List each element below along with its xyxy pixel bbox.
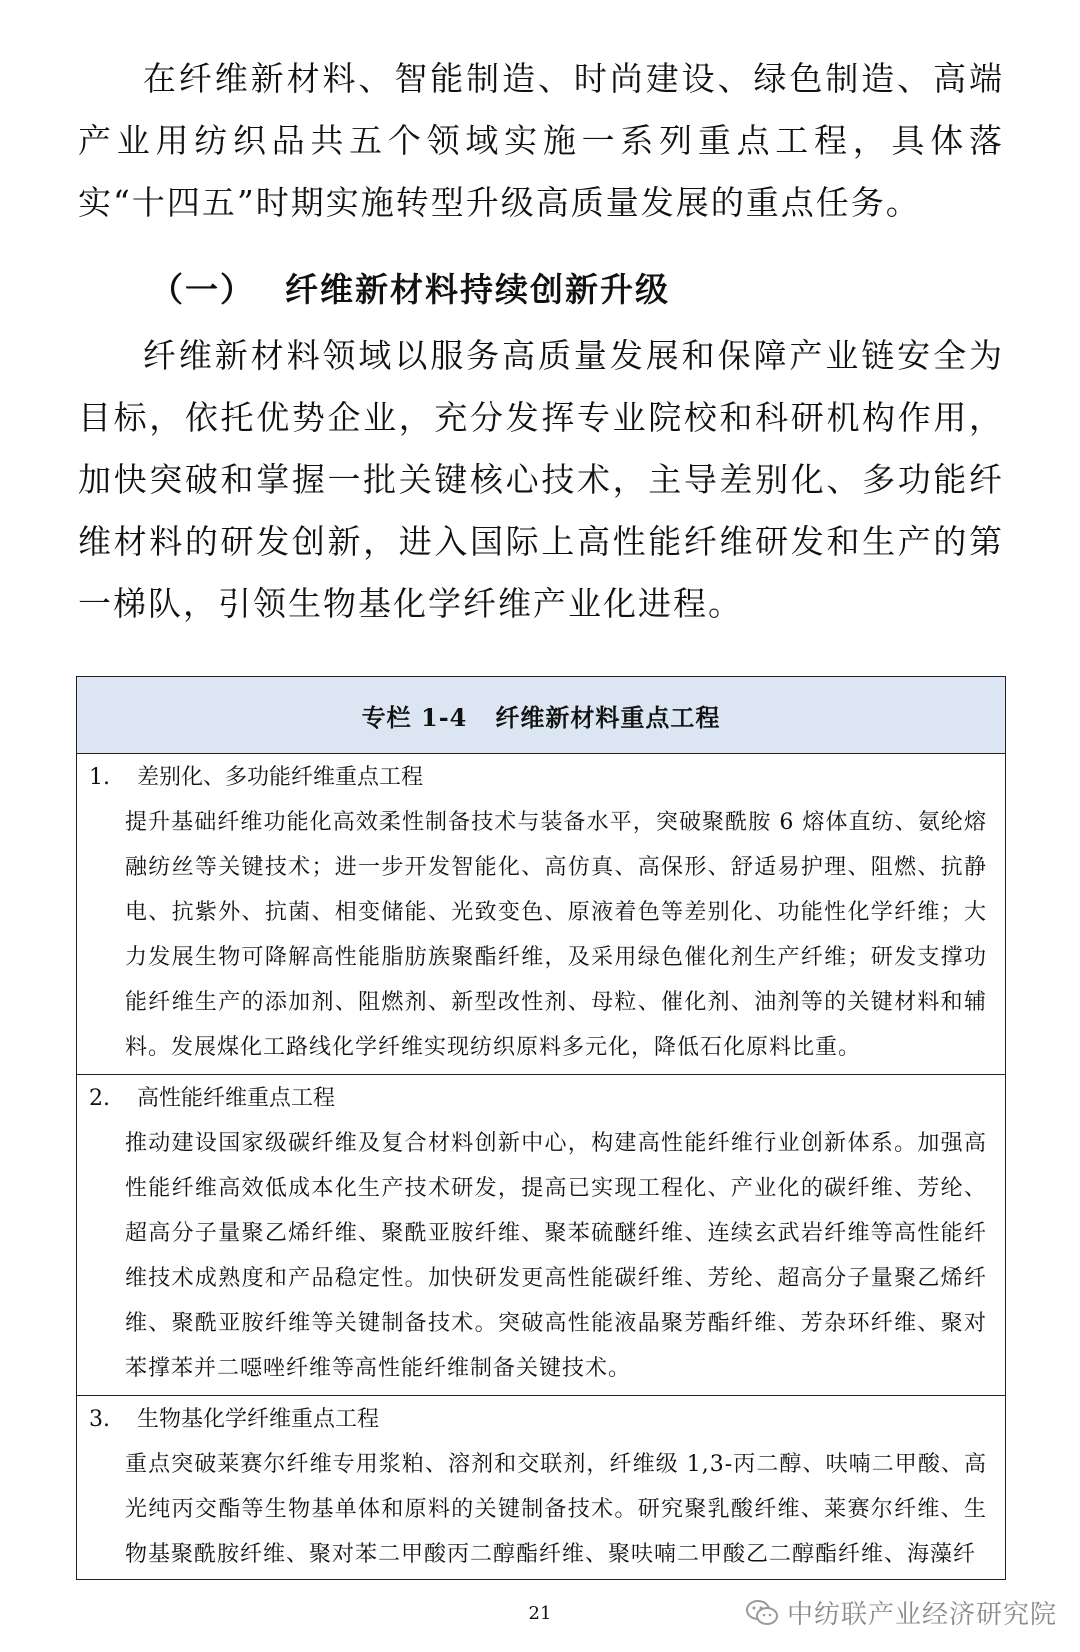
box-section-title [89, 1404, 987, 1436]
section-heading [150, 265, 670, 315]
page-number: 21 [528, 1603, 552, 1624]
paragraph-intro-text: 在纤维新材料、智能制造、时尚建设、绿色制造、高端产业用纺织品共五个领域实施一系列重点工程，具体落实“十四五”时期实施转型升级高质量发展的重点任务。 [78, 59, 1004, 222]
section-heading-number: （一） [150, 270, 255, 309]
column-box-title: 纤维新材料重点工程 [495, 702, 721, 732]
paragraph-fiber-materials [78, 325, 1004, 635]
box-section-body: 推动建设国家级碳纤维及复合材料创新中心，构建高性能纤维行业创新体系。加强高性能纤维高效低成本化生产技术研发，提高已实现工程化、产业化的碳纤维、芳纶、超高分子量聚乙烯纤维、聚酰亚胺纤维、聚苯硫醚纤维、连续玄武岩纤维等高性能纤维技术成熟度和产品稳定性。加快研发更高性能碳纤维、芳纶、超高分子量聚乙烯纤维、聚酰亚胺纤维等关键制备技术。突破高性能液晶聚芳酯纤维、芳杂环纤维、聚对苯撑苯并二噁唑纤维等高性能纤维制备关键技术。 [125, 1131, 987, 1381]
box-section-body: 提升基础纤维功能化高效柔性制备技术与装备水平，突破聚酰胺 6 熔体直纺、氨纶熔融纺丝等关键技术；进一步开发智能化、高仿真、高保形、舒适易护理、阻燃、抗静电、抗紫外、抗菌、相变储能、光致变色、原液着色等差别化、功能性化学纤维；大力发展生物可降解高性能脂肪族聚酯纤维，及采用绿色催化剂生产纤维；研发支撑功能纤维生产的添加剂、阻燃剂、新型改性剂、母粒、催化剂、油剂等的关键材料和辅料。发展煤化工路线化学纤维实现纺织原料多元化，降低石化原料比重。 [125, 810, 987, 1060]
box-section-high-performance-fiber [77, 1075, 1005, 1396]
section-heading-title: 纤维新材料持续创新升级 [285, 270, 670, 309]
watermark-text: 中纺联产业经济研究院 [787, 1599, 1058, 1629]
box-section-number: 3. [89, 1407, 110, 1432]
box-section-title-text: 差别化、多功能纤维重点工程 [137, 765, 424, 790]
box-section-title [89, 1083, 987, 1115]
box-section-title [89, 762, 987, 794]
wechat-icon [745, 1598, 779, 1628]
column-box-header [77, 677, 1005, 754]
box-section-bio-based-fiber [77, 1396, 1005, 1580]
paragraph-fiber-materials-text: 纤维新材料领域以服务高质量发展和保障产业链安全为目标，依托优势企业，充分发挥专业院校和科研机构作用，加快突破和掌握一批关键核心技术，主导差别化、多功能纤维材料的研发创新，进入国际上高性能纤维研发和生产的第一梯队，引领生物基化学纤维产业化进程。 [78, 336, 1004, 623]
box-section-body: 重点突破莱赛尔纤维专用浆粕、溶剂和交联剂，纤维级 1,3-丙二醇、呋喃二甲酸、高光纯丙交酯等生物基单体和原料的关键制备技术。研究聚乳酸纤维、莱赛尔纤维、生物基聚酰胺纤维、聚对苯二甲酸丙二醇酯纤维、聚呋喃二甲酸乙二醇酯纤维、海藻纤 [125, 1452, 987, 1567]
column-box-label: 专栏 1-4 [361, 702, 468, 732]
column-box [76, 676, 1006, 1580]
box-section-title-text: 高性能纤维重点工程 [137, 1086, 336, 1111]
watermark [745, 1594, 1057, 1631]
box-section-number: 2. [89, 1086, 110, 1111]
box-section-differentiated-fiber [77, 754, 1005, 1075]
box-section-number: 1. [89, 765, 110, 790]
box-section-title-text: 生物基化学纤维重点工程 [137, 1407, 380, 1432]
paragraph-intro [78, 48, 1004, 234]
